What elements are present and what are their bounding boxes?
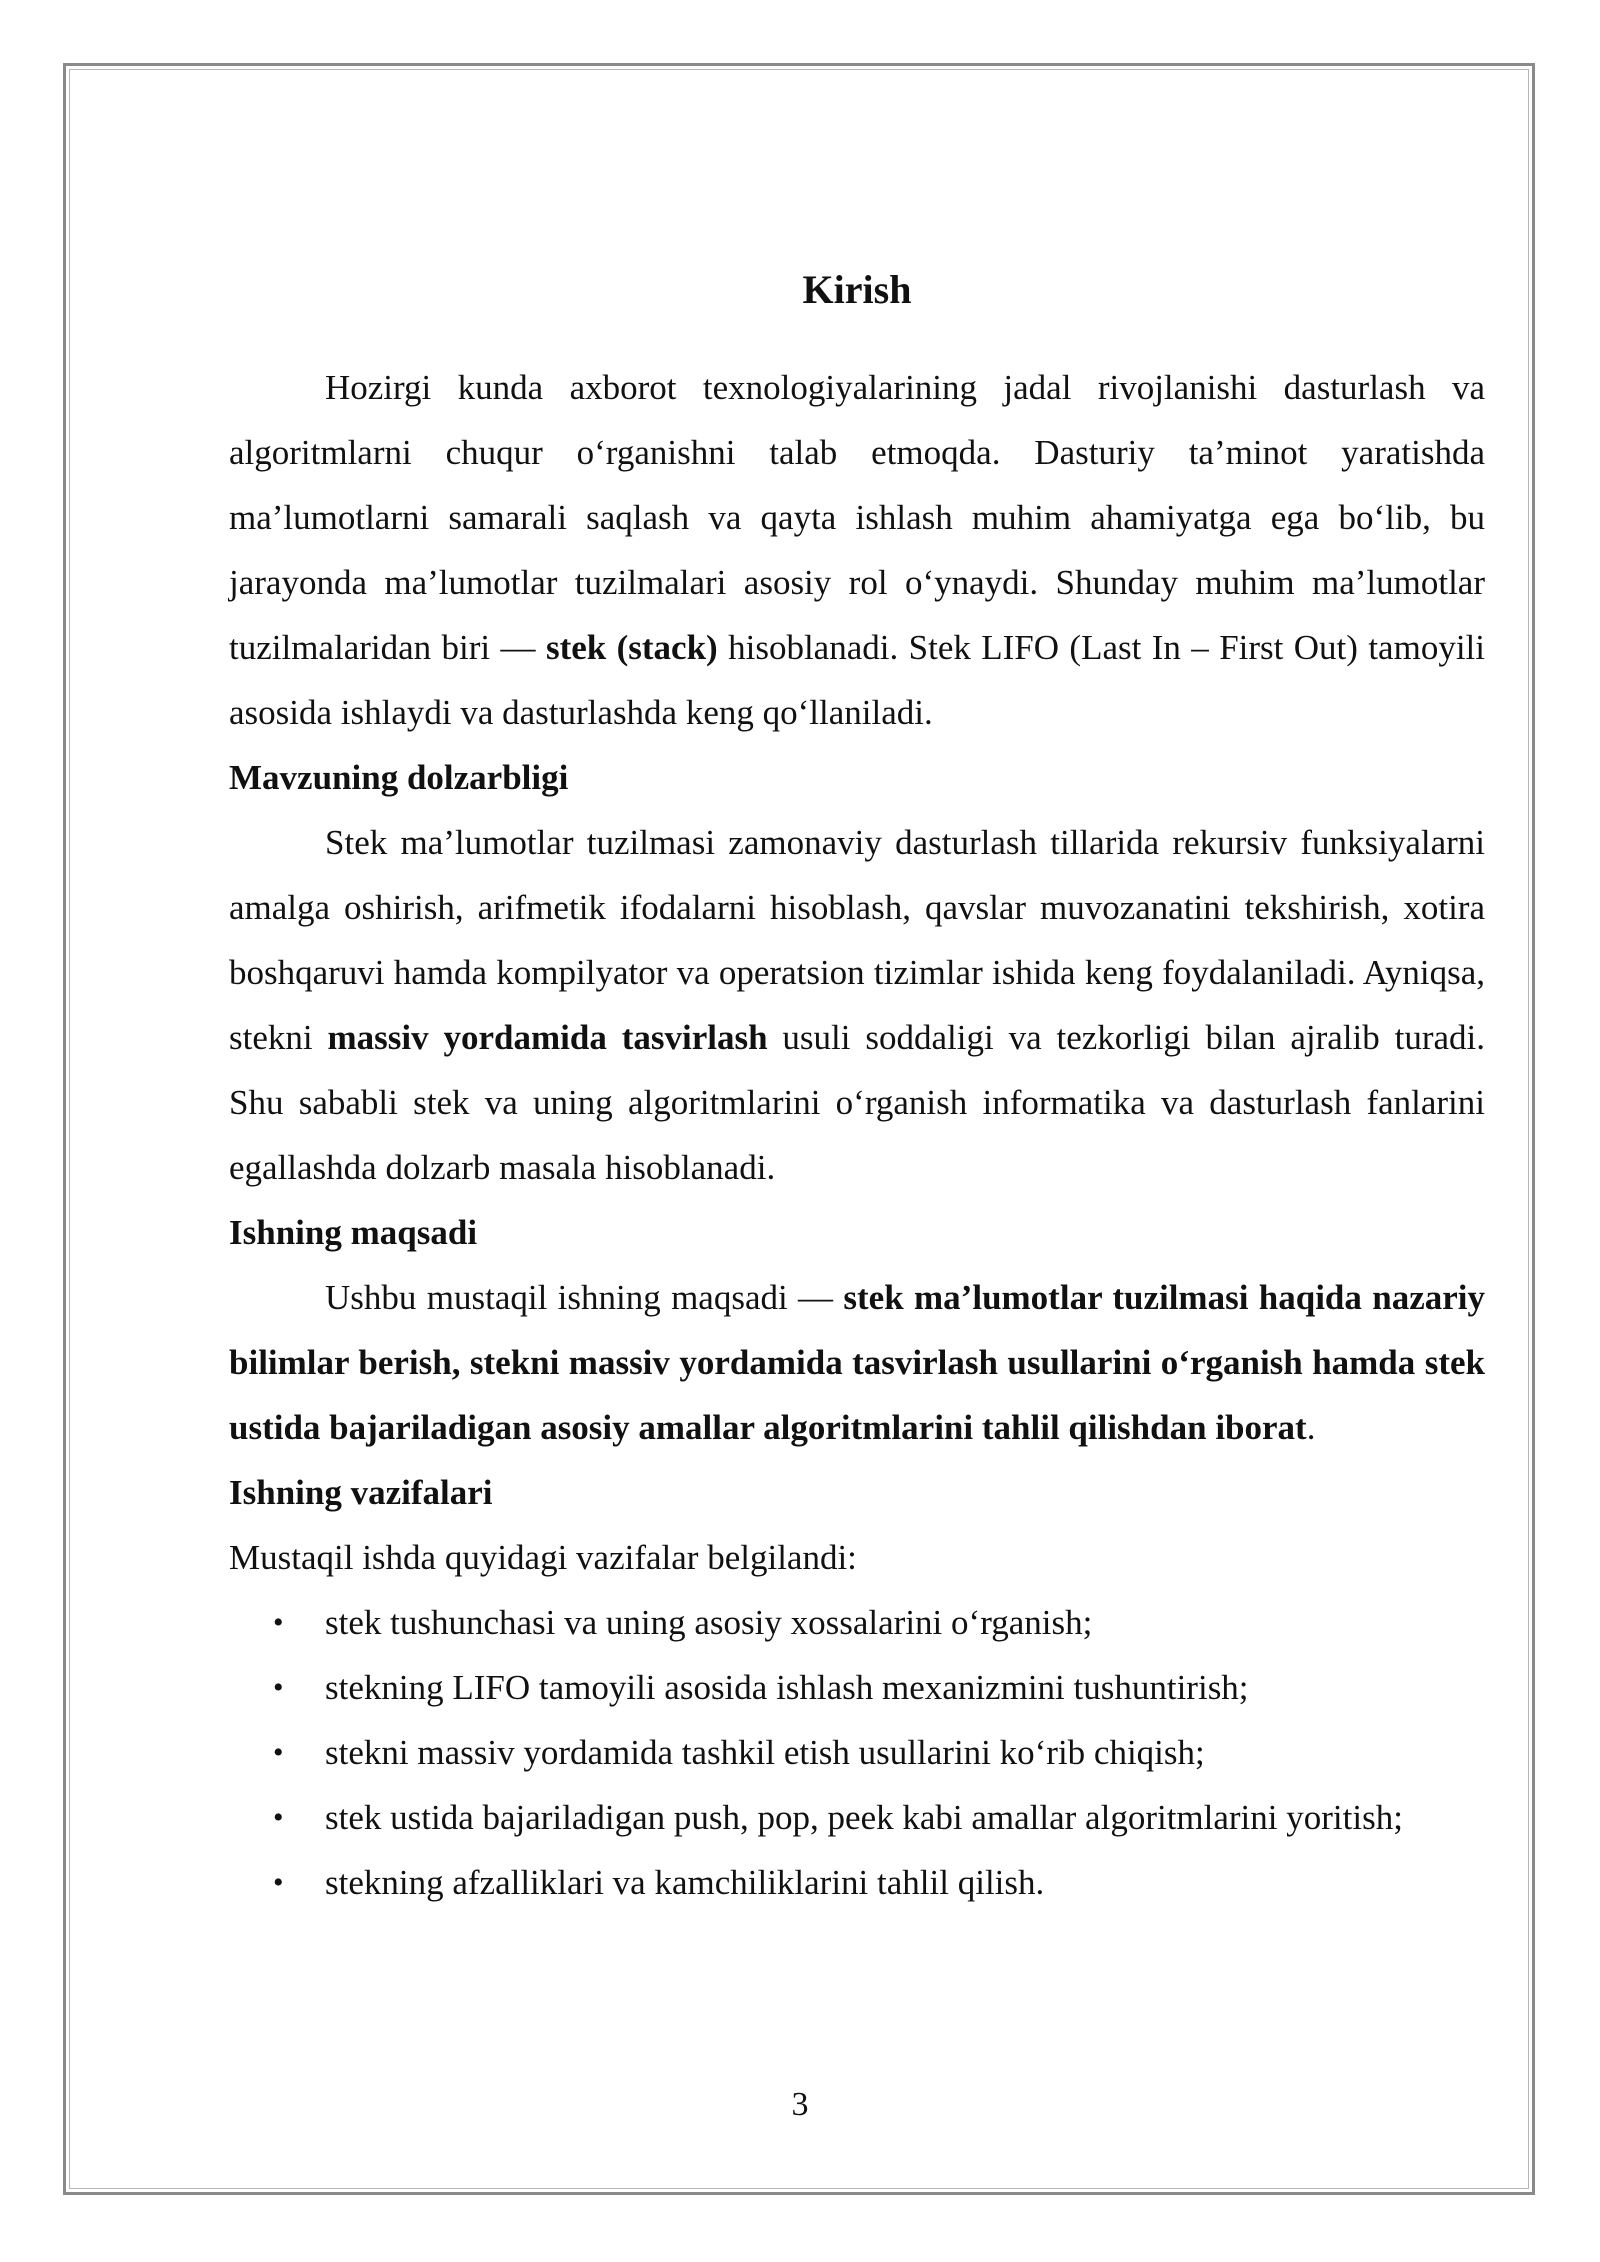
bullet-icon: •	[273, 1801, 284, 1834]
list-item	[229, 1720, 1485, 1785]
relevance-text-2: usuli soddaligi va tezkorligi bilan ajralib turadi. Shu sababli stek va uning algoritmlarini o‘rganish informatika va dasturlash fanlarini egallashda dolzarb masala hisoblanadi.	[229, 1018, 1485, 1187]
list-item-text: stekni massiv yordamida tashkil etish usullarini ko‘rib chiqish;	[325, 1733, 1205, 1772]
list-item	[229, 1850, 1485, 1915]
list-item	[229, 1785, 1485, 1850]
list-item	[229, 1590, 1485, 1655]
intro-text-1: Hozirgi kunda axborot texnologiyalarining jadal rivojlanishi dasturlash va algoritmlarni chuqur o‘rganishni talab etmoqda. Dasturiy ta’minot yaratishda ma’lumotlarni samarali saqlash va qayta ishlash muhim ahamiyatga ega bo‘lib, bu jarayonda ma’lumotlar tuzilmalari asosiy rol o‘ynaydi. Shunday muhim ma’lumotlar tuzilmalaridan biri —	[229, 368, 1485, 667]
goal-bold-statement: stek ma’lumotlar tuzilmasi haqida nazariy bilimlar berish, stekni massiv yordamida tasvirlash usullarini o‘rganish hamda stek ustida bajariladigan asosiy amallar algoritmlarini tahlil qilishdan iborat	[229, 1278, 1485, 1447]
intro-text-2: hisoblanadi. Stek LIFO (Last In – First Out) tamoyili asosida ishlaydi va dasturlashda keng qo‘llaniladi.	[229, 628, 1485, 732]
tasks-heading: Ishning vazifalari	[229, 1473, 493, 1512]
list-item	[229, 1655, 1485, 1720]
goal-heading: Ishning maqsadi	[229, 1213, 478, 1252]
bullet-icon: •	[273, 1736, 284, 1769]
relevance-paragraph	[229, 810, 1485, 1200]
bullet-icon: •	[273, 1866, 284, 1899]
list-item-text: stek ustida bajariladigan push, pop, peek kabi amallar algoritmlarini yoritish;	[325, 1798, 1403, 1837]
intro-paragraph	[229, 355, 1485, 745]
list-item-text: stek tushunchasi va uning asosiy xossalarini o‘rganish;	[325, 1603, 1093, 1642]
intro-bold-term: stek (stack)	[545, 628, 718, 667]
relevance-text-1: Stek ma’lumotlar tuzilmasi zamonaviy dasturlash tillarida rekursiv funksiyalarni amalga oshirish, arifmetik ifodalarni hisoblash, qavslar muvozanatini tekshirish, xotira boshqaruvi hamda kompilyator va operatsion tizimlar ishida keng foydalaniladi. Ayniqsa, stekni	[229, 823, 1485, 1057]
bullet-icon: •	[273, 1671, 284, 1704]
page-number: 3	[791, 2086, 809, 2123]
relevance-heading: Mavzuning dolzarbligi	[229, 758, 569, 797]
page-title: Kirish	[802, 267, 912, 312]
bullet-icon: •	[273, 1606, 284, 1639]
list-item-text: stekning LIFO tamoyili asosida ishlash mexanizmini tushuntirish;	[325, 1668, 1249, 1707]
relevance-bold-term: massiv yordamida tasvirlash	[327, 1018, 768, 1057]
list-item-text: stekning afzalliklari va kamchiliklarini tahlil qilish.	[325, 1863, 1045, 1902]
goal-text-2: .	[1306, 1408, 1316, 1447]
tasks-list	[229, 1590, 1485, 1915]
document-body	[229, 255, 1485, 1915]
goal-paragraph	[229, 1265, 1485, 1460]
tasks-intro: Mustaqil ishda quyidagi vazifalar belgilandi:	[229, 1538, 857, 1577]
goal-text-1: Ushbu mustaqil ishning maqsadi —	[325, 1278, 844, 1317]
